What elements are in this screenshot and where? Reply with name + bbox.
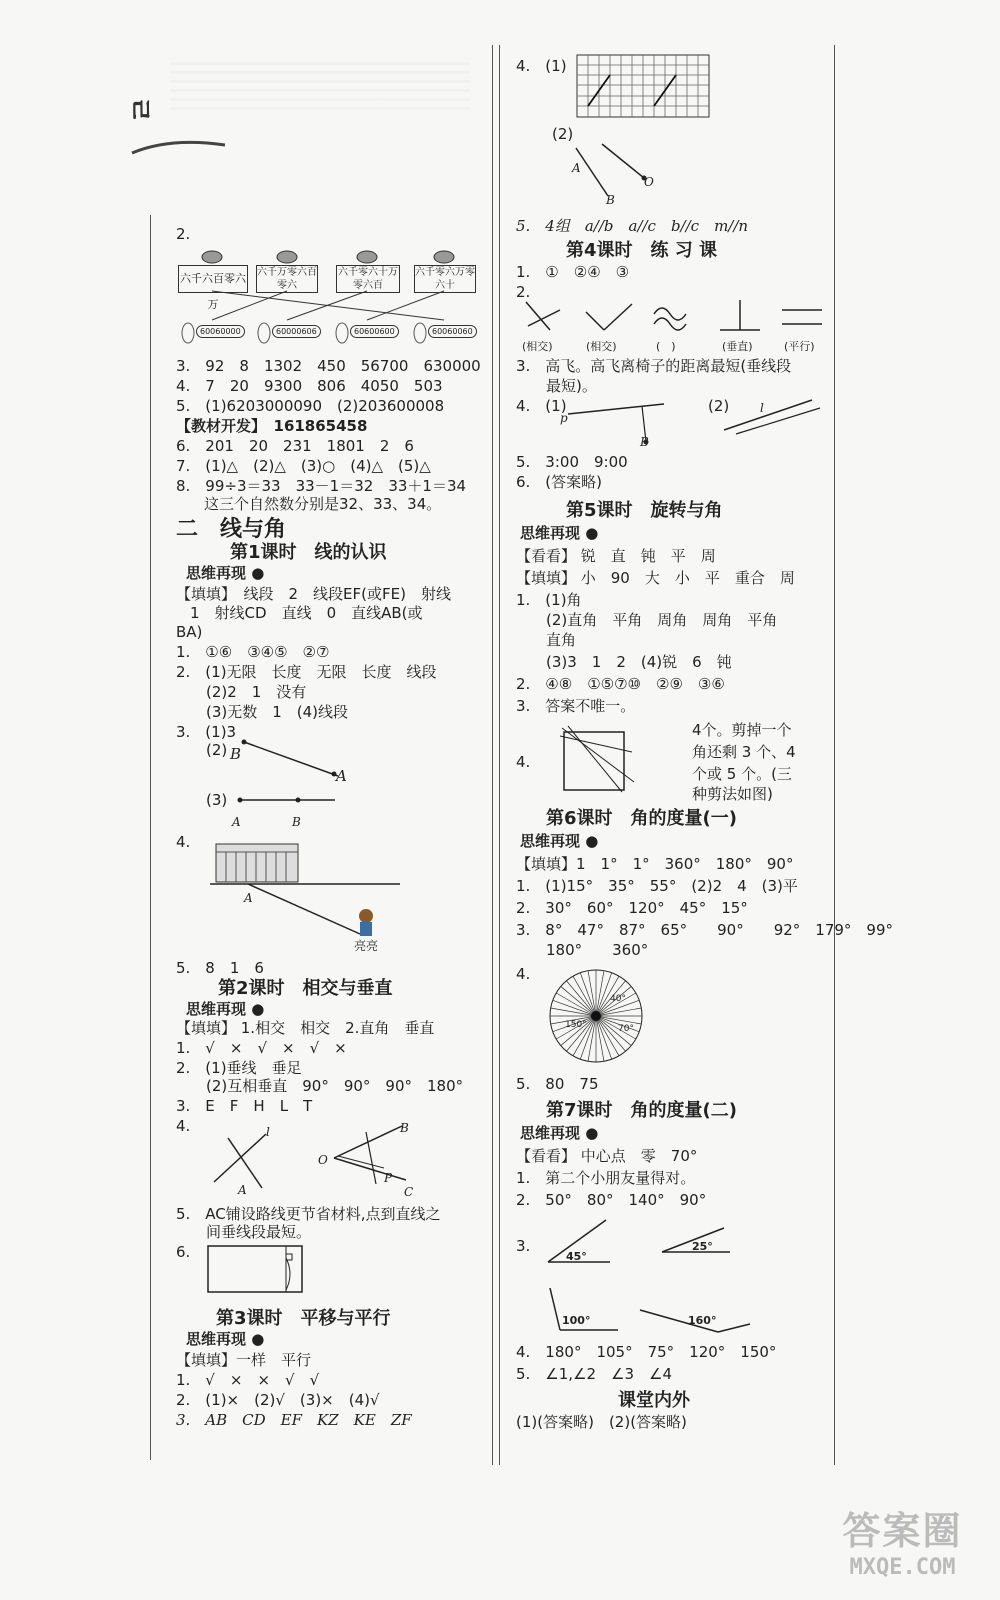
lesson6-title: 第6课时 角的度量(一)	[546, 808, 737, 829]
textbook-development: 【教材开发】 161865458	[176, 417, 368, 435]
answer-l3: 3. 92 8 1302 450 56700 630000	[176, 357, 481, 375]
r4l-answer-5: 5. 3:00 9:00	[516, 453, 628, 471]
angle-label-25: 25°	[692, 1240, 713, 1253]
r6-answer-4: 4.	[516, 965, 531, 983]
r4l-answer-3a: 3. 高飞。高飞离椅子的距离最短(垂线段	[516, 357, 792, 375]
r6-answer-1: 1. (1)15° 35° 55° (2)2 4 (3)平	[516, 877, 798, 895]
dial-label-150: 150°	[565, 1020, 587, 1030]
l3-fill: 【填填】一样 平行	[176, 1351, 312, 1369]
l2-answer-1: 1. √ × √ × √ ×	[176, 1039, 347, 1057]
r4l-answer-3b: 最短)。	[546, 377, 597, 395]
r7-answer-2: 2. 50° 80° 140° 90°	[516, 1191, 707, 1209]
rabbit-matching-figure	[176, 245, 476, 355]
l3-answer-2: 2. (1)× (2)√ (3)× (4)√	[176, 1391, 380, 1409]
r-answer-4-1: 4. (1)	[516, 57, 567, 75]
l1-answer-2a: 2. (1)无限 长度 无限 长度 线段	[176, 663, 437, 681]
l2-fill: 【填填】 1.相交 相交 2.直角 垂直	[176, 1019, 435, 1037]
perp-label-b: B	[640, 435, 649, 449]
fig-label-p: P	[384, 1171, 393, 1185]
answer-l8a: 8. 99÷3＝33 33－1＝32 33＋1＝34	[176, 477, 467, 495]
brain-icon: ●	[585, 832, 599, 850]
r7-answer-3: 3.	[516, 1237, 531, 1255]
r5-answer-3: 3. 答案不唯一。	[516, 697, 636, 715]
grid-translation-figure	[576, 54, 711, 120]
ray-label-b: B	[230, 745, 242, 763]
header-corner-mark: ㄹ	[121, 95, 157, 125]
parallel-label-o: O	[644, 175, 654, 189]
l1-fill-c: BA)	[176, 623, 203, 641]
ray2-label-a: A	[232, 815, 241, 829]
r7-answer-4: 4. 180° 105° 75° 120° 150°	[516, 1343, 777, 1361]
l1-answer-3-3: (3)	[206, 791, 228, 809]
left-margin-rule	[150, 215, 151, 1460]
l3-answer-1: 1. √ × × √ √	[176, 1371, 320, 1389]
r6-answer-3a: 3. 8° 47° 87° 65° 90° 92° 179° 99°	[516, 921, 894, 939]
relation-label-2: (相交)	[586, 340, 617, 353]
person-label-liangliang: 亮亮	[354, 939, 379, 953]
brain-icon: ●	[251, 1000, 265, 1018]
rabbit-card-3: 六千零六十万零六百	[338, 267, 398, 291]
dial-label-70: 70°	[618, 1024, 634, 1034]
l1-answer-5: 5. 8 1 6	[176, 959, 264, 977]
watermark	[815, 1500, 990, 1580]
rabbit-card-1: 六千六百零六万	[178, 265, 248, 293]
brain-icon: ●	[251, 1330, 265, 1348]
angle-dial-figure	[546, 966, 646, 1066]
answer-l6: 6. 201 20 231 1801 2 6	[176, 437, 414, 455]
l2-answer-2b: (2)互相垂直 90° 90° 90° 180°	[206, 1077, 464, 1095]
answer-l4: 4. 7 20 9300 806 4050 503	[176, 377, 443, 395]
parallel-label-l: l	[760, 401, 764, 415]
r7-answer-5: 5. ∠1,∠2 ∠3 ∠4	[516, 1365, 673, 1383]
lesson2-title: 第2课时 相交与垂直	[218, 978, 393, 999]
center-rule-1	[492, 45, 493, 1465]
siwei-heading-1: 思维再现 ●	[186, 564, 265, 582]
rabbit-card-4: 六千零六万零六十	[415, 267, 475, 291]
l1-answer-2b: (2)2 1 没有	[206, 683, 307, 701]
relation-label-3: ( )	[656, 340, 676, 353]
dial-center	[591, 1011, 601, 1021]
q2-number: 2.	[176, 225, 191, 243]
r4l-answer-1: 1. ① ②④ ③	[516, 263, 630, 281]
r4l-answer-4-2: (2)	[708, 397, 730, 415]
angle-label-45: 45°	[566, 1250, 587, 1263]
l3-answer-3: 3. AB CD EF KZ KE ZF	[176, 1411, 412, 1429]
inout-answer: (1)(答案略) (2)(答案略)	[516, 1413, 687, 1431]
r6-answer-5: 5. 80 75	[516, 1075, 599, 1093]
right-rule	[834, 45, 835, 1465]
siwei-heading-6: 思维再现 ●	[520, 832, 599, 850]
brain-icon: ●	[251, 564, 265, 582]
r-answer-5: 5. 4组 a//b a//c b//c m//n	[516, 217, 749, 235]
unit2-title: 二 线与角	[176, 517, 287, 542]
lesson1-title: 第1课时 线的认识	[230, 542, 387, 563]
l1-answer-2c: (3)无数 1 (4)线段	[206, 703, 349, 721]
relation-label-4: (垂直)	[722, 340, 753, 353]
r4l-answer-6: 6. (答案略)	[516, 473, 603, 491]
relation-label-5: (平行)	[784, 340, 815, 353]
angle-label-160: 160°	[688, 1314, 717, 1327]
fig-label-c: C	[404, 1185, 414, 1199]
dial-label-40: 40°	[610, 994, 626, 1004]
siwei-heading-3: 思维再现 ●	[186, 1330, 265, 1348]
brain-icon: ●	[585, 524, 599, 542]
header-swoosh	[130, 135, 230, 165]
r6-fill: 【填填】1 1° 1° 360° 180° 90°	[516, 855, 794, 873]
bunny-number-3: 60600600	[350, 325, 399, 338]
l1-answer-1: 1. ①⑥ ③④⑤ ②⑦	[176, 643, 330, 661]
relation-label-1: (相交)	[522, 340, 553, 353]
r7-look: 【看看】 中心点 零 70°	[516, 1147, 698, 1165]
l2-answer-6: 6.	[176, 1243, 191, 1261]
parallel-through-point-figure	[716, 396, 826, 436]
l1-fill-b: 1 射线CD 直线 0 直线AB(或	[190, 604, 423, 622]
parallel-label-a: A	[572, 161, 581, 175]
lesson7-title: 第7课时 角的度量(二)	[546, 1100, 737, 1121]
fig-label-o: O	[318, 1153, 328, 1167]
watermark-logo-text: 答案圈	[842, 1509, 963, 1553]
building-label-a: A	[244, 891, 253, 905]
bunny-number-4: 60060060	[428, 325, 477, 338]
l1-answer-4: 4.	[176, 833, 191, 851]
inout-title: 课堂内外	[618, 1390, 690, 1411]
parallel-label-b: B	[606, 193, 615, 207]
l1-answer-3-2: (2)	[206, 741, 228, 759]
r5-look: 【看看】 锐 直 钝 平 周	[516, 547, 716, 565]
cut-note-3: 个或 5 个。(三	[692, 765, 792, 783]
l1-fill-a: 【填填】 线段 2 线段EF(或FE) 射线	[176, 585, 451, 603]
cut-note-2: 角还剩 3 个、4	[692, 743, 796, 761]
line-relation-figures	[520, 296, 825, 336]
r4l-answer-2: 2.	[516, 283, 531, 301]
siwei-heading-5: 思维再现 ●	[520, 524, 599, 542]
siwei-heading-2: 思维再现 ●	[186, 1000, 265, 1018]
ray-label-a: A	[336, 767, 347, 785]
r5-answer-1c: 直角	[546, 631, 577, 649]
r7-answer-1: 1. 第二个小朋友量得对。	[516, 1169, 696, 1187]
rectangle-figure	[206, 1244, 316, 1296]
r5-answer-1a: 1. (1)角	[516, 591, 582, 609]
bunny-number-2: 60000606	[272, 325, 321, 338]
cut-square-figure	[558, 722, 638, 794]
bunny-number-1: 60060000	[196, 325, 245, 338]
l2-answer-5b: 间垂线段最短。	[206, 1223, 312, 1241]
lesson4-title: 第4课时 练 习 课	[566, 240, 718, 261]
l2-answer-4: 4.	[176, 1117, 191, 1135]
r5-answer-1d: (3)3 1 2 (4)锐 6 钝	[546, 653, 732, 671]
fig-label-b: B	[400, 1121, 409, 1135]
ray2-label-b: B	[292, 815, 301, 829]
r4l-answer-4: 4. (1)	[516, 397, 567, 415]
r5-answer-4: 4.	[516, 753, 531, 771]
answer-l8b: 这三个自然数分别是32、33、34。	[204, 495, 442, 513]
cut-note-4: 种剪法如图)	[692, 785, 773, 803]
siwei-heading-7: 思维再现 ●	[520, 1124, 599, 1142]
perp-label-p: p	[560, 411, 568, 425]
l2-answer-3: 3. E F H L T	[176, 1097, 313, 1115]
answer-l5: 5. (1)6203000090 (2)203600008	[176, 397, 445, 415]
fig-label-l: l	[266, 1125, 270, 1139]
angle-label-100: 100°	[562, 1314, 591, 1327]
center-rule-2	[499, 45, 500, 1465]
r5-answer-1b: (2)直角 平角 周角 周角 平角	[546, 611, 778, 629]
r6-answer-3b: 180° 360°	[546, 941, 649, 959]
r6-answer-2: 2. 30° 60° 120° 45° 15°	[516, 899, 748, 917]
r-answer-4-2: (2)	[552, 125, 574, 143]
perp-from-point-figure	[560, 398, 670, 448]
l2-answer-2a: 2. (1)垂线 垂足	[176, 1059, 302, 1077]
brain-icon: ●	[585, 1124, 599, 1142]
r5-fill: 【填填】 小 90 大 小 平 重合 周	[516, 569, 795, 587]
answer-l7: 7. (1)△ (2)△ (3)○ (4)△ (5)△	[176, 457, 431, 475]
building-path-figure	[210, 838, 410, 938]
fig-label-a: A	[238, 1183, 247, 1197]
rabbit-match-lines	[176, 245, 476, 355]
rabbit-card-2: 六千万零六百零六	[257, 267, 317, 291]
cut-note-1: 4个。剪掉一个	[692, 721, 792, 739]
l2-answer-5a: 5. AC铺设路线更节省材料,点到直线之	[176, 1205, 441, 1223]
lesson5-title: 第5课时 旋转与角	[566, 500, 723, 521]
watermark-url: MXQE.COM	[849, 1555, 956, 1580]
lesson3-title: 第3课时 平移与平行	[216, 1308, 391, 1329]
r5-answer-2: 2. ④⑧ ①⑤⑦⑩ ②⑨ ③⑥	[516, 675, 725, 693]
header-faint-text	[170, 60, 470, 110]
ray-ab-figure	[230, 790, 340, 810]
l1-answer-3: 3. (1)3	[176, 723, 237, 741]
